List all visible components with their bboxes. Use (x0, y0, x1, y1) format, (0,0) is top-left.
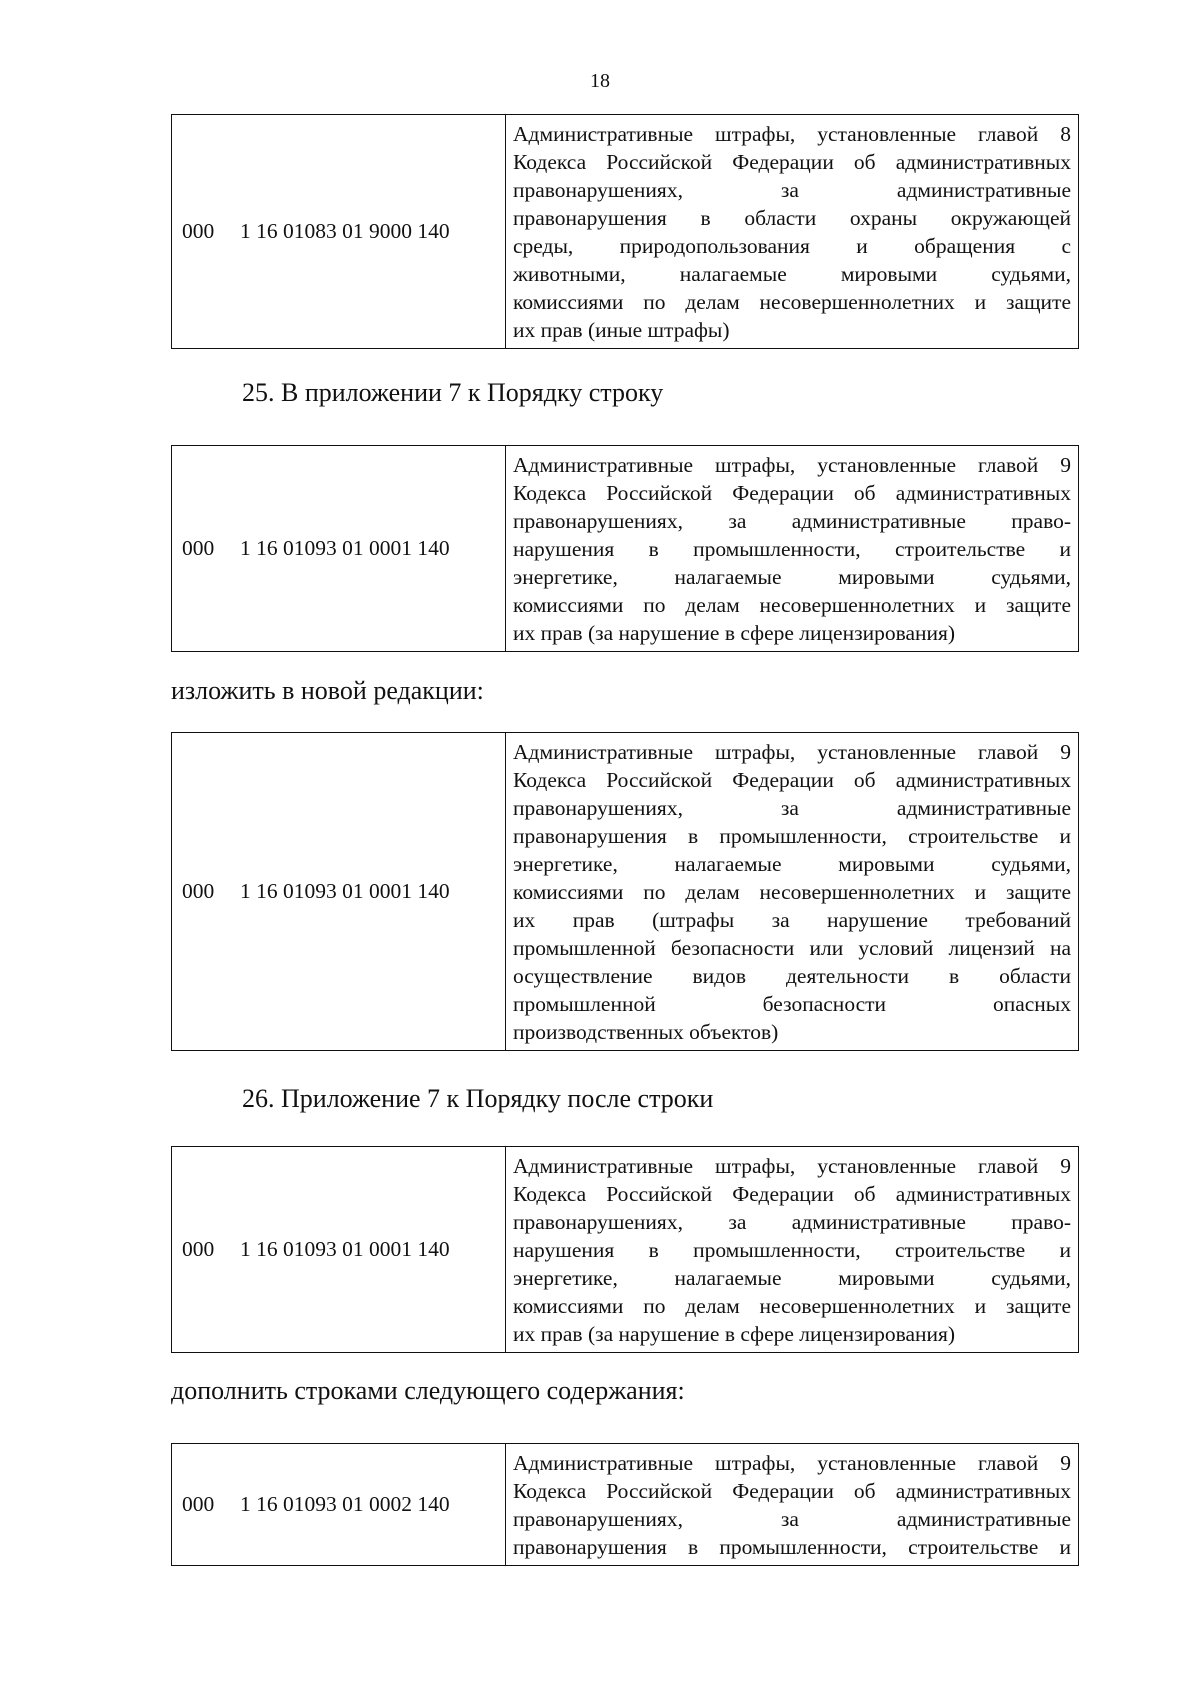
paragraph-25: 25. В приложении 7 к Порядку строку (242, 378, 664, 407)
code-table-3 (171, 732, 1079, 1051)
code-prefix: 000 (182, 219, 215, 243)
description-line: комиссиями по делам несовершеннолетних и защите (513, 593, 1071, 617)
code-prefix: 000 (182, 1492, 215, 1516)
description-line: Административные штрафы, установленные главой 9 (513, 1154, 1071, 1178)
budget-code: 1 16 01093 01 0001 140 (240, 879, 450, 903)
description-line: Административные штрафы, установленные главой 9 (513, 453, 1071, 477)
description-line: правонарушениях, за административные (513, 1507, 1071, 1531)
paragraph-26: 26. Приложение 7 к Порядку после строки (242, 1084, 714, 1113)
restate-paragraph: изложить в новой редакции: (171, 676, 484, 705)
description-cell (506, 446, 1079, 652)
description-line: правонарушения в промышленности, строительстве и (513, 824, 1071, 848)
page-number: 18 (590, 70, 610, 92)
budget-code: 1 16 01093 01 0001 140 (240, 536, 450, 560)
code-table-5 (171, 1443, 1079, 1566)
description-line: Кодекса Российской Федерации об административных (513, 150, 1071, 174)
description-line: осуществление видов деятельности в области (513, 964, 1071, 988)
description-line: комиссиями по делам несовершеннолетних и защите (513, 880, 1071, 904)
budget-code: 1 16 01083 01 9000 140 (240, 219, 450, 243)
description-cell (506, 1147, 1079, 1353)
description-line: правонарушениях, за административные право- (513, 509, 1071, 533)
description-line: правонарушениях, за административные (513, 178, 1071, 202)
table-row (172, 446, 1079, 652)
description-line: энергетике, налагаемые мировыми судьями, (513, 565, 1071, 589)
description-line: производственных объектов) (513, 1020, 779, 1044)
description-line: Кодекса Российской Федерации об административных (513, 481, 1071, 505)
code-prefix: 000 (182, 879, 215, 903)
description-line: правонарушения в промышленности, строительстве и (513, 1535, 1071, 1559)
table-row (172, 733, 1079, 1051)
budget-code-cell (172, 115, 506, 349)
table-row (172, 115, 1079, 349)
description-line: правонарушения в области охраны окружающей (513, 206, 1071, 230)
description-line: их прав (штрафы за нарушение требований (513, 908, 1071, 932)
description-line: правонарушениях, за административные право- (513, 1210, 1071, 1234)
description-line: Административные штрафы, установленные главой 8 (513, 122, 1071, 146)
description-line: правонарушениях, за административные (513, 796, 1071, 820)
code-table-2 (171, 445, 1079, 652)
code-prefix: 000 (182, 1237, 215, 1261)
description-line: энергетике, налагаемые мировыми судьями, (513, 1266, 1071, 1290)
table-row (172, 1147, 1079, 1353)
table-row (172, 1444, 1079, 1566)
code-table-1 (171, 114, 1079, 349)
description-line: промышленной безопасности или условий лицензий на (513, 936, 1071, 960)
description-line: Кодекса Российской Федерации об административных (513, 768, 1071, 792)
description-line: Кодекса Российской Федерации об административных (513, 1479, 1071, 1503)
description-line: Кодекса Российской Федерации об административных (513, 1182, 1071, 1206)
description-line: нарушения в промышленности, строительстве и (513, 537, 1071, 561)
description-line: животными, налагаемые мировыми судьями, (513, 262, 1071, 286)
budget-code-cell (172, 733, 506, 1051)
description-line: энергетике, налагаемые мировыми судьями, (513, 852, 1071, 876)
description-line: промышленной безопасности опасных (513, 992, 1071, 1016)
description-line: среды, природопользования и обращения с (513, 234, 1071, 258)
code-prefix: 000 (182, 536, 215, 560)
supplement-paragraph: дополнить строками следующего содержания: (171, 1376, 685, 1405)
description-line: Административные штрафы, установленные главой 9 (513, 1451, 1071, 1475)
description-line: комиссиями по делам несовершеннолетних и защите (513, 290, 1071, 314)
description-cell (506, 115, 1079, 349)
budget-code-cell (172, 446, 506, 652)
budget-code: 1 16 01093 01 0002 140 (240, 1492, 450, 1516)
description-line: их прав (за нарушение в сфере лицензирования) (513, 1322, 956, 1346)
description-cell (506, 733, 1079, 1051)
budget-code-cell (172, 1444, 506, 1566)
description-line: Административные штрафы, установленные главой 9 (513, 740, 1071, 764)
description-line: нарушения в промышленности, строительстве и (513, 1238, 1071, 1262)
description-line: их прав (иные штрафы) (513, 318, 730, 342)
description-cell (506, 1444, 1079, 1566)
budget-code: 1 16 01093 01 0001 140 (240, 1237, 450, 1261)
budget-code-cell (172, 1147, 506, 1353)
description-line: комиссиями по делам несовершеннолетних и защите (513, 1294, 1071, 1318)
code-table-4 (171, 1146, 1079, 1353)
description-line: их прав (за нарушение в сфере лицензирования) (513, 621, 956, 645)
